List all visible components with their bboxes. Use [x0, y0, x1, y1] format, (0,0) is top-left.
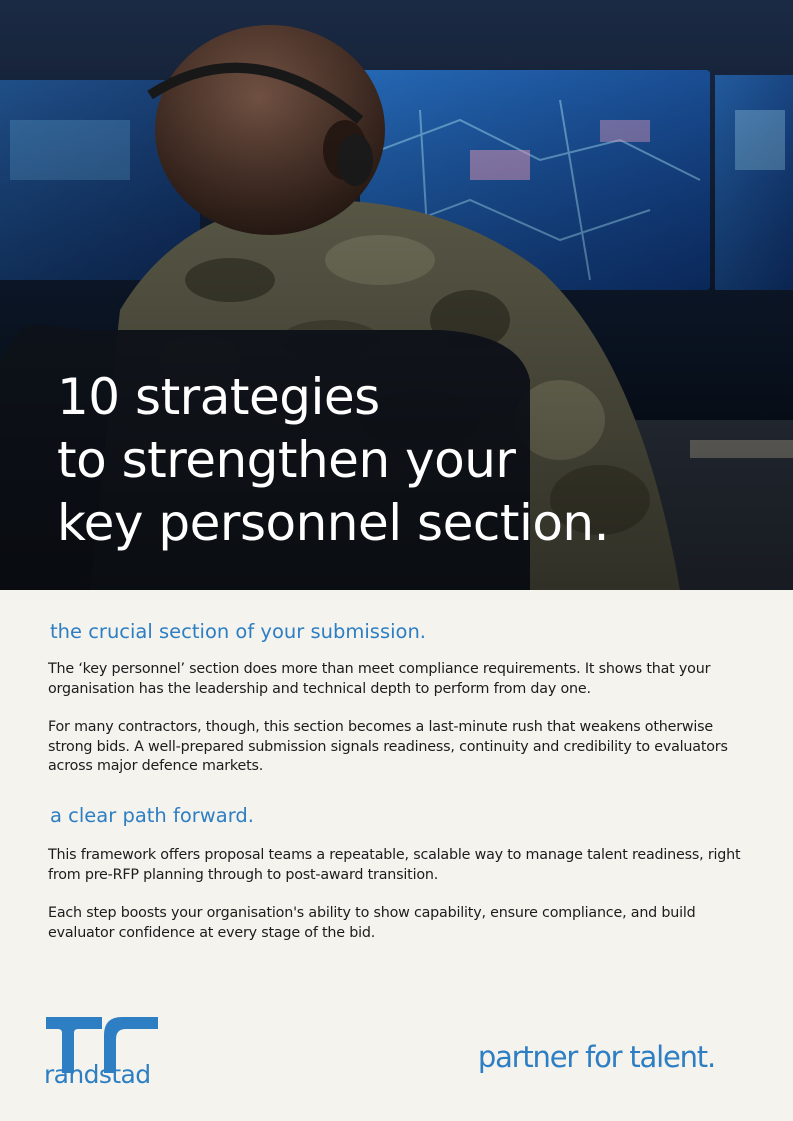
paragraph: For many contractors, though, this section becomes a last-minute rush that weakens otherwise strong bids. A well-prepared submission signals readiness, continuity and credibility to evaluators across major defence markets.	[48, 719, 728, 774]
section-heading: the crucial section of your submission.	[50, 620, 427, 643]
hero-title-line: to strengthen your	[57, 431, 516, 489]
paragraph: This framework offers proposal teams a repeatable, scalable way to manage talent readiness, right from pre-RFP planning through to post-award transition.	[48, 847, 741, 883]
paragraph: Each step boosts your organisation's ability to show capability, ensure compliance, and build evaluator confidence at every stage of the bid.	[48, 905, 696, 941]
section-heading: a clear path forward.	[50, 804, 254, 827]
paragraph: The ‘key personnel’ section does more than meet compliance requirements. It shows that your organisation has the leadership and technical depth to perform from day one.	[48, 661, 711, 697]
hero-title	[57, 366, 609, 555]
hero-title-line: 10 strategies	[57, 368, 380, 426]
hero-title-line: key personnel section.	[57, 494, 610, 552]
brand-tagline: partner for talent.	[477, 1040, 715, 1074]
logo-wordmark: randstad	[44, 1060, 151, 1089]
